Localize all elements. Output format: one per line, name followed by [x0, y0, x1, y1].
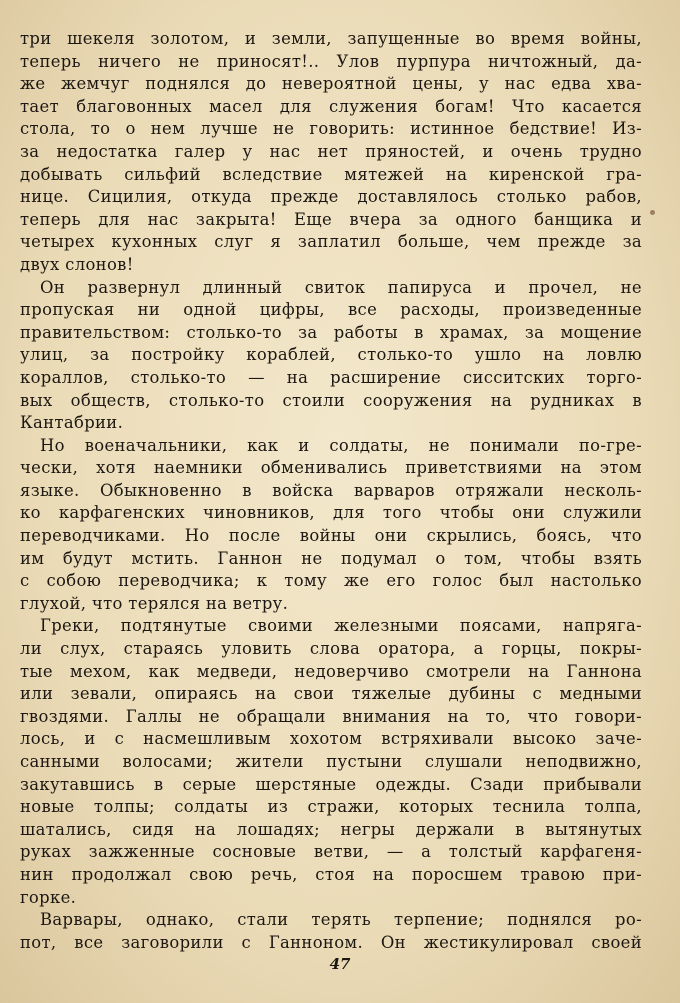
text-line: языке. Обыкновенно в войска варваров отряжали несколь-	[20, 480, 642, 500]
text-line: три шекеля золотом, и земли, запущенные во время войны,	[20, 29, 642, 48]
text-line: добывать сильфий вследствие мятежей на киренской гра-	[20, 164, 642, 184]
text-line: ли слух, стараясь уловить слова оратора, а горцы, покры-	[20, 639, 642, 659]
text-line: новые толпы; солдаты из стражи, которых теснила толпа,	[20, 797, 642, 817]
text-line: улиц, за постройку кораблей, столько-то ушло на ловлю	[20, 345, 642, 365]
text-line: руках зажженные сосновые ветви, — а толстый карфагеня-	[20, 842, 642, 862]
page-number: 47	[329, 955, 351, 973]
text-line: санными волосами; жители пустыни слушали неподвижно,	[20, 752, 642, 771]
text-line: вых обществ, столько-то стоили сооружения на рудниках в	[20, 390, 642, 410]
text-line: ко карфагенских чиновников, для того чтобы они служили	[20, 503, 642, 523]
text-line: кораллов, столько-то — на расширение сисситских торго-	[20, 367, 642, 387]
text-line: стола, то о нем лучше не говорить: истинное бедствие! Из-	[20, 119, 642, 139]
text-line: Варвары, однако, стали терять терпение; поднялся ро-	[40, 910, 642, 930]
text-line: или зевали, опираясь на свои тяжелые дубины с медными	[20, 684, 642, 704]
text-line: правительством: столько-то за работы в храмах, за мощение	[20, 322, 642, 342]
text-line: им будут мстить. Ганнон не подумал о том, чтобы взять	[20, 548, 642, 568]
text-line: лось, и с насмешливым хохотом встряхивали высоко заче-	[20, 729, 642, 749]
text-line: горке.	[20, 887, 77, 907]
text-line: с собою переводчика; к тому же его голос был настолько	[20, 571, 642, 591]
text-line: Кантабрии.	[20, 413, 124, 433]
text-line: теперь ничего не приносят!.. Улов пурпура ничтожный, да-	[20, 51, 642, 71]
text-line: Греки, подтянутые своими железными поясами, напряга-	[40, 616, 642, 636]
text-line: Но военачальники, как и солдаты, не понимали по-гре-	[40, 435, 642, 455]
text-line: переводчиками. Но после войны они скрылись, боясь, что	[20, 526, 642, 546]
page-stain	[650, 210, 655, 215]
text-line: же жемчуг поднялся до невероятной цены, у нас едва хва-	[20, 74, 642, 94]
text-line: закутавшись в серые шерстяные одежды. Сзади прибывали	[20, 774, 642, 794]
text-line: тает благовонных масел для служения богам! Что касается	[20, 96, 642, 116]
text-line: нице. Сицилия, откуда прежде доставлялось столько рабов,	[20, 187, 642, 207]
text-line: четырех кухонных слуг я заплатил больше, чем прежде за	[20, 232, 642, 252]
text-line: пот, все заговорили с Ганноном. Он жестикулировал своей	[20, 932, 642, 952]
text-line: за недостатка галер у нас нет пряностей, и очень трудно	[20, 141, 642, 161]
text-line: пропуская ни одной цифры, все расходы, произведенные	[20, 300, 642, 320]
text-line: глухой, что терялся на ветру.	[20, 593, 289, 613]
text-line: гвоздями. Галлы не обращали внимания на то, что говори-	[20, 706, 642, 726]
text-line: Он развернул длинный свиток папируса и прочел, не	[40, 277, 642, 297]
text-line: шатались, сидя на лошадях; негры держали в вытянутых	[20, 819, 642, 839]
text-line: нин продолжал свою речь, стоя на поросшем травою при-	[20, 864, 642, 884]
text-line: двух слонов!	[20, 254, 134, 274]
body-text	[20, 28, 642, 954]
text-line: тые мехом, как медведи, недоверчиво смотрели на Ганнона	[20, 661, 642, 681]
text-line: теперь для нас закрыта! Еще вчера за одного банщика и	[20, 209, 642, 229]
text-line: чески, хотя наемники обменивались приветствиями на этом	[20, 458, 642, 478]
